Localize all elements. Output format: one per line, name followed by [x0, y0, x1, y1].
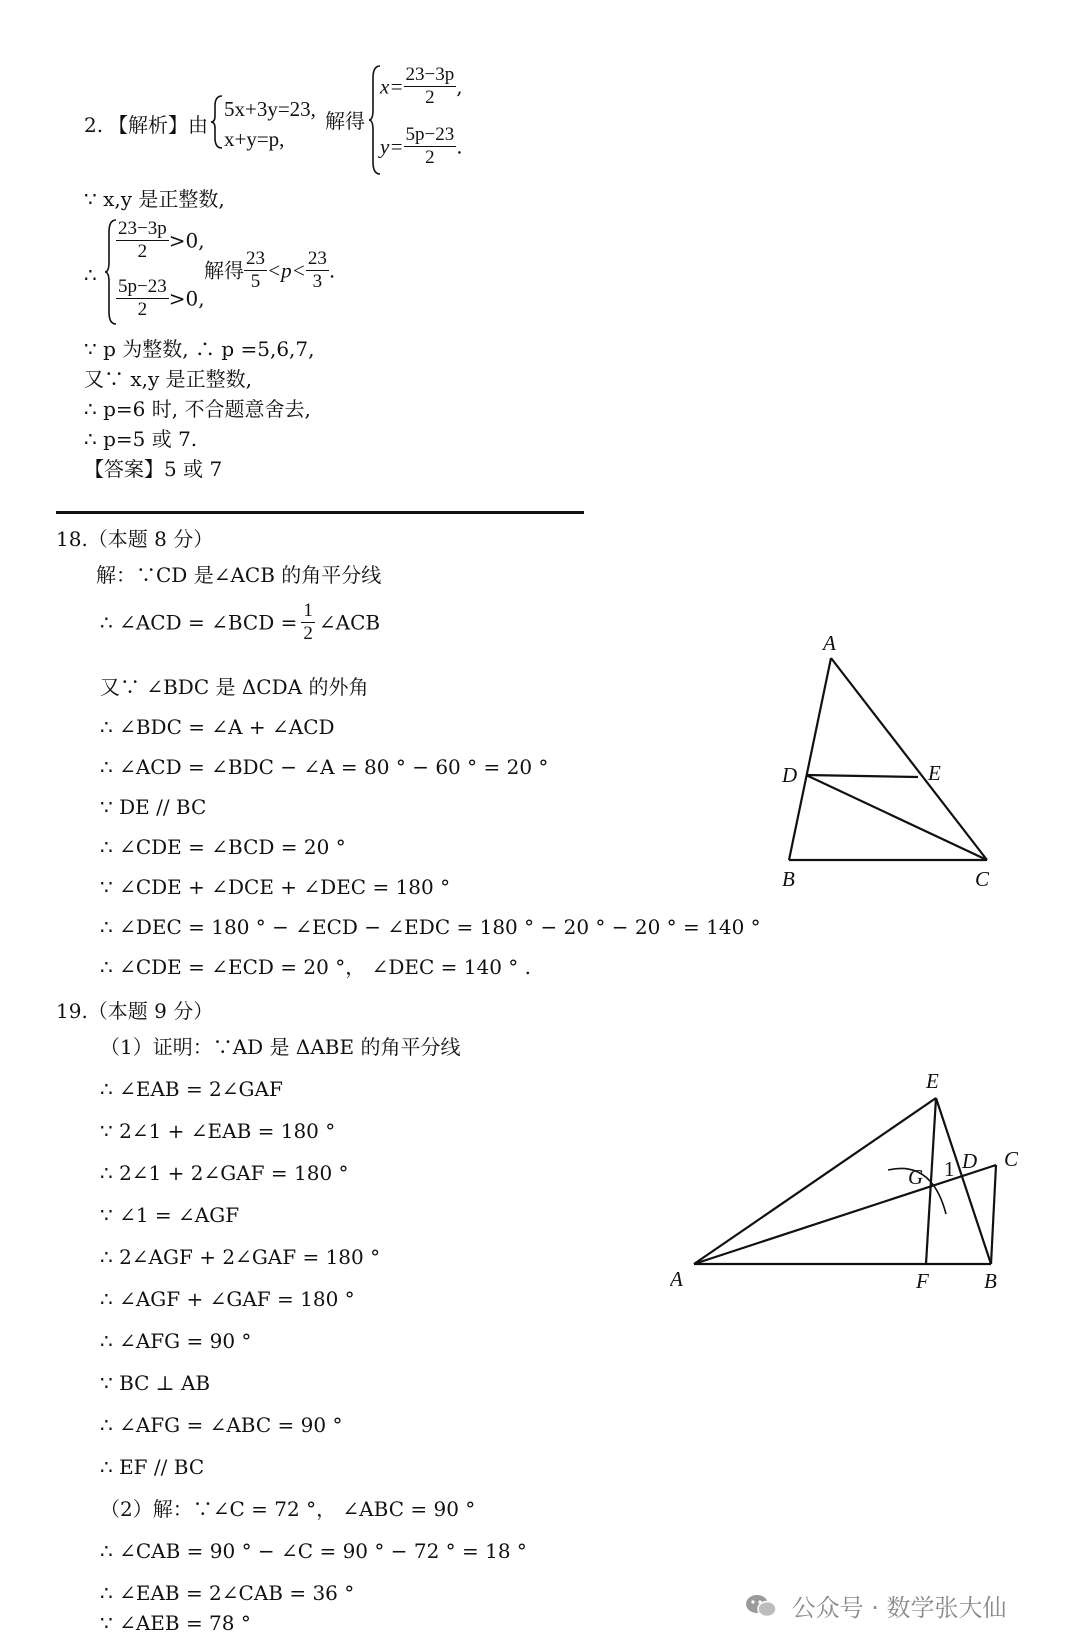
q19-line-5: ∵ ∠1 = ∠AGF — [100, 1203, 240, 1227]
solution-x-comma: , — [456, 74, 463, 99]
q18-line-4: ∴ ∠BDC = ∠A + ∠ACD — [100, 715, 335, 739]
q19-label-g: G — [908, 1165, 924, 1189]
q19-line-1: （1）证明：∵AD 是 ΔABE 的角平分线 — [100, 1035, 461, 1059]
q18-half-numerator: 1 — [303, 600, 313, 621]
again-positive-line: 又∵ x,y 是正整数, — [84, 367, 253, 391]
integer-line: ∵ p 为整数, ∴ p =5,6,7, — [84, 337, 315, 361]
q19-line-2: ∴ ∠EAB = 2∠GAF — [100, 1077, 283, 1101]
answer-line: 【答案】5 或 7 — [84, 457, 223, 481]
bound-period: . — [328, 258, 336, 283]
q19-side-ae — [694, 1098, 936, 1264]
solution-x-fraction — [404, 64, 457, 109]
system-eq-2: x+y=p, — [224, 127, 285, 151]
q18-side-ab — [789, 658, 831, 860]
lower-bound-numerator: 23 — [246, 248, 265, 269]
q19-line-13: ∴ ∠CAB = 90 ° − ∠C = 90 ° − 72 ° = 18 ° — [100, 1539, 527, 1563]
solution-x — [380, 64, 463, 109]
q19-label-f: F — [916, 1269, 929, 1293]
q18-line-10: ∴ ∠CDE = ∠ECD = 20 °， ∠DEC = 140 ° . — [100, 955, 531, 979]
q19-line-4: ∴ 2∠1 + 2∠GAF = 180 ° — [100, 1161, 349, 1185]
q18-label-b: B — [782, 867, 795, 891]
q19-line-10: ∴ ∠AFG = ∠ABC = 90 ° — [100, 1413, 343, 1437]
solution-y — [380, 124, 463, 169]
upper-bound-denominator: 3 — [312, 271, 323, 292]
inequality-2-numerator: 5p−23 — [118, 276, 167, 297]
inequality-1-denominator: 2 — [137, 241, 148, 262]
q18-line-6: ∵ DE // BC — [100, 795, 207, 819]
q18-label-e: E — [928, 761, 941, 785]
system-brace-1 — [210, 94, 224, 150]
q19-side-bc — [991, 1165, 996, 1264]
solution-number: 2. — [84, 113, 104, 137]
inequality-2-denominator: 2 — [137, 299, 148, 320]
q19-line-7: ∴ ∠AGF + ∠GAF = 180 ° — [100, 1287, 355, 1311]
q19-line-15: ∵ ∠AEB = 78 ° — [100, 1611, 251, 1635]
q19-label-b: B — [984, 1269, 997, 1293]
q19-label-c: C — [1004, 1147, 1019, 1171]
inequality-1-numerator: 23−3p — [118, 218, 167, 239]
solution-y-period: . — [456, 134, 463, 159]
q18-half-denominator: 2 — [303, 623, 313, 644]
q18-line-2-rhs: ∠ACB — [318, 610, 381, 635]
inequality-1-fraction — [116, 218, 169, 263]
solution-label: 【解析】由 — [108, 113, 208, 137]
inequality-2-rhs: >0, — [168, 286, 205, 311]
q19-line-11: ∴ EF // BC — [100, 1455, 205, 1479]
lower-bound-fraction — [244, 248, 267, 293]
inequality-1 — [116, 218, 205, 263]
q18-side-ac — [831, 658, 987, 860]
q19-line-8: ∴ ∠AFG = 90 ° — [100, 1329, 252, 1353]
q18-segment-de — [806, 775, 918, 777]
watermark — [744, 1588, 1007, 1623]
q19-triangle-figure — [670, 1064, 1050, 1304]
q18-label-d: D — [782, 763, 798, 787]
q19-line-14: ∴ ∠EAB = 2∠CAB = 36 ° — [100, 1581, 355, 1605]
solution-y-fraction — [404, 124, 457, 169]
q18-line-9: ∴ ∠DEC = 180 ° − ∠ECD − ∠EDC = 180 ° − 20 ° − 20 ° = 140 ° — [100, 915, 761, 939]
q18-label-a: A — [823, 631, 836, 655]
watermark-text: 公众号 · 数学张大仙 — [791, 1594, 1007, 1622]
inequality-2 — [116, 276, 205, 321]
solve-word-2: 解得 — [204, 258, 244, 283]
q19-line-9: ∵ BC ⊥ AB — [100, 1371, 211, 1395]
q19-label-e: E — [926, 1069, 939, 1093]
inequality-2-fraction — [116, 276, 169, 321]
q19-label-d: D — [962, 1149, 978, 1173]
inequality-1-rhs: >0, — [168, 228, 205, 253]
q18-line-2-lhs: ∴ ∠ACD = ∠BCD = — [100, 610, 298, 635]
system-eq-1: 5x+3y=23, — [224, 97, 316, 121]
therefore-symbol: ∴ — [84, 263, 97, 287]
solution-y-lhs: y= — [380, 134, 404, 159]
q18-label-c: C — [975, 867, 990, 891]
q19-line-12: （2）解：∵∠C = 72 °， ∠ABC = 90 ° — [100, 1497, 476, 1521]
upper-bound-fraction — [306, 248, 329, 293]
solve-word-1: 解得 — [325, 109, 365, 133]
q19-label-1: 1 — [944, 1157, 955, 1181]
lower-bound-denominator: 5 — [250, 271, 261, 292]
q18-line-7: ∴ ∠CDE = ∠BCD = 20 ° — [100, 835, 346, 859]
q18-half-fraction — [301, 600, 315, 645]
q18-triangle-figure — [770, 628, 1030, 898]
p6-rejected-line: ∴ p=6 时, 不合题意舍去, — [84, 397, 311, 421]
wechat-icon — [744, 1592, 778, 1620]
q19-header: 19.（本题 9 分） — [56, 999, 214, 1023]
q19-label-a: A — [670, 1267, 683, 1291]
upper-bound-numerator: 23 — [307, 248, 327, 269]
solution-x-denominator: 2 — [425, 87, 435, 108]
q18-line-2 — [100, 600, 380, 645]
positive-integer-line: ∵ x,y 是正整数, — [84, 187, 225, 211]
q18-line-8: ∵ ∠CDE + ∠DCE + ∠DEC = 180 ° — [100, 875, 451, 899]
p57-line: ∴ p=5 或 7. — [84, 427, 198, 451]
solution-x-lhs: x= — [380, 74, 404, 99]
solution-y-denominator: 2 — [425, 147, 435, 168]
q18-line-5: ∴ ∠ACD = ∠BDC − ∠A = 80 ° − 60 ° = 20 ° — [100, 755, 549, 779]
q18-line-1: 解：∵CD 是∠ACB 的角平分线 — [96, 563, 382, 587]
q18-line-3: 又∵ ∠BDC 是 ΔCDA 的外角 — [100, 675, 369, 699]
q19-line-6: ∴ 2∠AGF + 2∠GAF = 180 ° — [100, 1245, 381, 1269]
solution-y-numerator: 5p−23 — [405, 124, 455, 145]
q18-segment-dc — [806, 775, 987, 860]
bound-inequality: <p< — [267, 258, 306, 283]
section-divider — [56, 511, 584, 514]
bound-line — [204, 248, 335, 293]
q19-line-3: ∵ 2∠1 + ∠EAB = 180 ° — [100, 1119, 336, 1143]
q18-header: 18.（本题 8 分） — [56, 527, 214, 551]
solution-x-numerator: 23−3p — [405, 64, 455, 85]
